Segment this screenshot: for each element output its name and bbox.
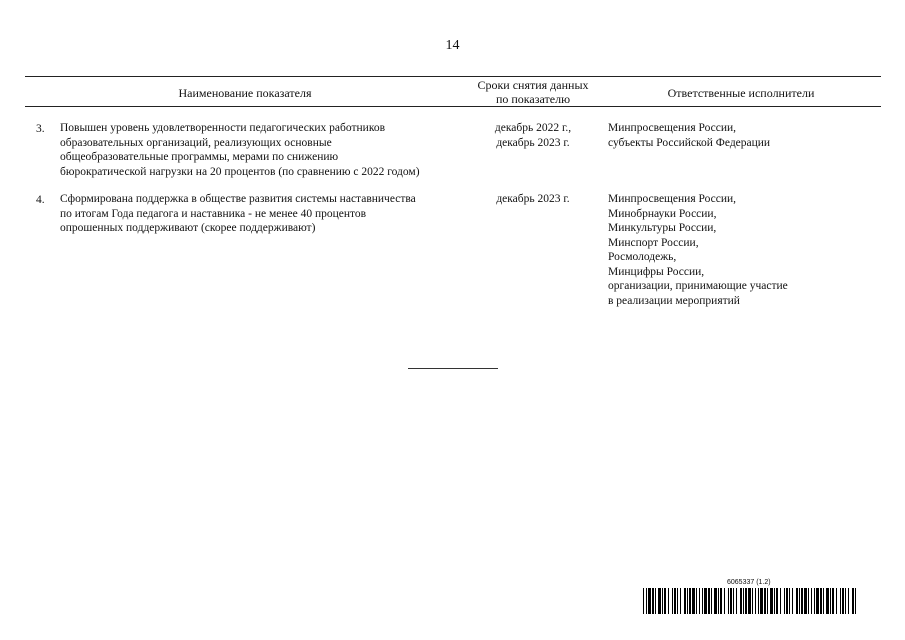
barcode-bar bbox=[852, 588, 854, 614]
barcode-bar bbox=[796, 588, 798, 614]
table-top-rule bbox=[25, 76, 881, 77]
barcode-bar bbox=[760, 588, 763, 614]
barcode-bar bbox=[692, 588, 695, 614]
barcode-bar bbox=[801, 588, 803, 614]
barcode-bar bbox=[745, 588, 747, 614]
barcode-bar bbox=[752, 588, 753, 614]
barcode-bar bbox=[696, 588, 697, 614]
text-line: субъекты Российской Федерации bbox=[608, 136, 771, 149]
row-executors bbox=[608, 121, 770, 150]
row-dates bbox=[465, 121, 601, 150]
text-line: организации, принимающие участие bbox=[608, 280, 788, 292]
barcode-bar bbox=[816, 588, 819, 614]
barcode-bar bbox=[767, 588, 768, 614]
barcode-bar bbox=[658, 588, 661, 614]
text-line: декабрь 2023 г. bbox=[496, 136, 570, 149]
header-dates-line: по показателю bbox=[495, 92, 571, 106]
text-line: опрошенных поддерживают (скорее поддерживают) bbox=[60, 222, 316, 234]
barcode-bar bbox=[792, 588, 793, 614]
barcode-bar bbox=[704, 588, 707, 614]
barcode-bar bbox=[823, 588, 824, 614]
text-line: образовательных организаций, реализующих основные bbox=[60, 136, 332, 149]
barcode-bar bbox=[774, 588, 775, 614]
barcode-bar bbox=[730, 588, 732, 614]
barcode-bar bbox=[804, 588, 807, 614]
barcode-bar bbox=[786, 588, 788, 614]
text-line: декабрь 2023 г. bbox=[496, 193, 570, 205]
barcode-bar bbox=[724, 588, 725, 614]
text-line: бюрократической нагрузки на 20 процентов (по сравнению с 2022 годом) bbox=[60, 165, 420, 178]
barcode-bar bbox=[840, 588, 841, 614]
barcode-bar bbox=[808, 588, 809, 614]
row-executors bbox=[608, 192, 788, 308]
barcode-bar bbox=[648, 588, 651, 614]
header-name: Наименование показателя bbox=[178, 86, 312, 100]
barcode-bar bbox=[830, 588, 831, 614]
barcode-bar bbox=[652, 588, 654, 614]
text-line: Росмолодежь, bbox=[608, 251, 677, 263]
barcode-bar bbox=[845, 588, 846, 614]
barcode-bar bbox=[643, 588, 644, 614]
text-line: Минспорт России, bbox=[608, 236, 699, 249]
text-line: Сформирована поддержка в обществе развития системы наставничества bbox=[60, 193, 416, 205]
row-number: 3. bbox=[36, 123, 45, 135]
barcode-bar bbox=[776, 588, 778, 614]
text-line: общеобразовательные программы, мерами по снижению bbox=[60, 151, 339, 163]
barcode-bar bbox=[826, 588, 829, 614]
barcode-bar bbox=[720, 588, 722, 614]
header-executors: Ответственные исполнители bbox=[667, 86, 815, 100]
end-separator bbox=[408, 368, 498, 369]
header-dates bbox=[465, 78, 601, 106]
barcode-bar bbox=[733, 588, 734, 614]
barcode-bar bbox=[780, 588, 781, 614]
row-number: 4. bbox=[36, 194, 45, 206]
barcode-bar bbox=[743, 588, 744, 614]
barcode-bar bbox=[789, 588, 790, 614]
barcode-bar bbox=[836, 588, 837, 614]
barcode-bar bbox=[668, 588, 669, 614]
barcode-bar bbox=[764, 588, 766, 614]
text-line: в реализации мероприятий bbox=[608, 294, 740, 307]
barcode-bar bbox=[672, 588, 673, 614]
barcode-bar bbox=[655, 588, 656, 614]
text-line: Повышен уровень удовлетворенности педагогических работников bbox=[60, 122, 386, 134]
barcode-bar bbox=[677, 588, 678, 614]
barcode-bar bbox=[748, 588, 751, 614]
barcode-bar bbox=[755, 588, 756, 614]
text-line: Минкультуры России, bbox=[608, 222, 717, 234]
row-indicator-name bbox=[60, 121, 420, 179]
barcode-bar bbox=[770, 588, 773, 614]
text-line: декабрь 2022 г., bbox=[494, 122, 572, 134]
row-indicator-name bbox=[60, 192, 416, 236]
barcode-bar bbox=[680, 588, 681, 614]
barcode-bar bbox=[662, 588, 663, 614]
barcode-bar bbox=[814, 588, 815, 614]
barcode-bar bbox=[736, 588, 737, 614]
text-line: Минобрнауки России, bbox=[608, 207, 717, 220]
header-dates-line: Сроки снятия данных bbox=[477, 78, 589, 92]
barcode-bar bbox=[820, 588, 822, 614]
barcode-bar bbox=[664, 588, 666, 614]
barcode-id: 6065337 (1.2) bbox=[727, 579, 771, 586]
text-line: Минпросвещения России, bbox=[608, 193, 737, 205]
barcode-bar bbox=[687, 588, 688, 614]
barcode-bar bbox=[728, 588, 729, 614]
barcode-bar bbox=[740, 588, 742, 614]
barcode-bar bbox=[674, 588, 676, 614]
text-line: по итогам Года педагога и наставника - не менее 40 процентов bbox=[60, 207, 367, 220]
text-line: Минпросвещения России, bbox=[608, 122, 737, 134]
barcode-bar bbox=[832, 588, 834, 614]
barcode-bar bbox=[799, 588, 800, 614]
barcode-bar bbox=[699, 588, 700, 614]
barcode-bar bbox=[848, 588, 849, 614]
barcode-bar bbox=[758, 588, 759, 614]
text-line: Минцифры России, bbox=[608, 265, 705, 278]
barcode-bar bbox=[714, 588, 717, 614]
barcode-bar bbox=[855, 588, 856, 614]
barcode-bar bbox=[702, 588, 703, 614]
barcode-bar bbox=[811, 588, 812, 614]
barcode-bar bbox=[684, 588, 686, 614]
barcode-bar bbox=[842, 588, 844, 614]
page-number: 14 bbox=[445, 38, 460, 53]
barcode-bar bbox=[718, 588, 719, 614]
barcode-bar bbox=[784, 588, 785, 614]
barcode-bar bbox=[711, 588, 712, 614]
barcode-bar bbox=[646, 588, 647, 614]
table-header-rule bbox=[25, 106, 881, 107]
barcode-icon bbox=[643, 588, 857, 614]
barcode-bar bbox=[708, 588, 710, 614]
row-dates bbox=[465, 192, 601, 207]
barcode-bar bbox=[689, 588, 691, 614]
